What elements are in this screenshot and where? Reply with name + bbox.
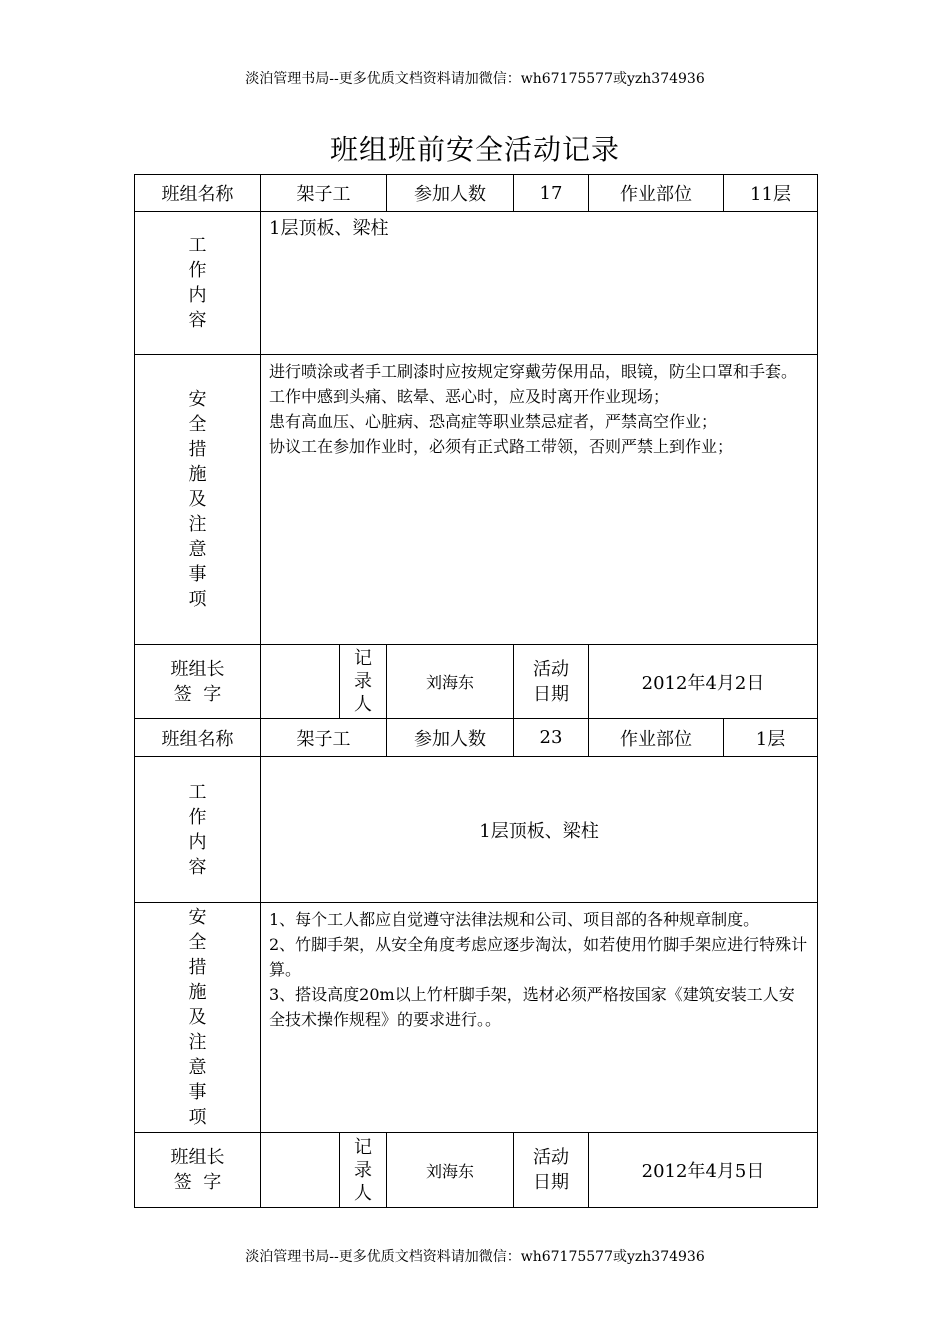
safety-line: 进行喷涂或者手工刷漆时应按规定穿戴劳保用品，眼镜，防尘口罩和手套。工作中感到头痛、眩晕、恶心时，应及时离开作业现场； <box>269 362 798 406</box>
safety-line: 协议工在参加作业时，必须有正式路工带领，否则严禁上到作业； <box>269 437 734 456</box>
record-1-safety-row <box>135 355 818 645</box>
recorder-label: 记 录 人 <box>340 645 387 719</box>
document-title: 班组班前安全活动记录 <box>329 133 620 166</box>
recorder-label: 记 录 人 <box>340 1133 387 1208</box>
location-label: 作业部位 <box>589 175 724 212</box>
team-name-value: 架子工 <box>261 719 387 757</box>
record-1-work-row <box>135 212 818 355</box>
safety-line: 2、竹脚手架，从安全角度考虑应逐步淘汰，如若使用竹脚手架应进行特殊计算。 <box>269 935 808 979</box>
safety-line: 3、搭设高度20m以上竹杆脚手架，选材必须严格按国家《建筑安装工人安全技术操作规程》的要求进行。。 <box>269 985 795 1029</box>
activity-date-label: 活动 日期 <box>514 1133 589 1208</box>
safety-measures-label: 安 全 措 施 及 注 意 事 项 <box>135 355 261 645</box>
page-header: 淡泊管理书局--更多优质文档资料请加微信：wh67175577或yzh374936 <box>245 71 705 87</box>
leader-signature-value <box>261 645 340 719</box>
location-value: 1层 <box>724 719 818 757</box>
activity-date-label: 活动 日期 <box>514 645 589 719</box>
activity-log-table <box>134 174 818 1208</box>
record-2-signature-row <box>135 1133 818 1208</box>
safety-measures-value <box>261 355 818 645</box>
location-label: 作业部位 <box>589 719 724 757</box>
record-2-header-row <box>135 719 818 757</box>
team-name-value: 架子工 <box>261 175 387 212</box>
participants-value: 17 <box>514 175 589 212</box>
safety-line: 患有高血压、心脏病、恐高症等职业禁忌症者，严禁高空作业； <box>269 412 718 431</box>
work-content-value: 1层顶板、梁柱 <box>261 212 818 355</box>
location-value: 11层 <box>724 175 818 212</box>
safety-measures-value <box>261 903 818 1133</box>
activity-date-value: 2012年4月2日 <box>589 645 818 719</box>
participants-label: 参加人数 <box>387 719 514 757</box>
leader-signature-label: 班组长 签 字 <box>135 645 261 719</box>
work-content-value: 1层顶板、梁柱 <box>261 757 818 903</box>
work-content-label: 工 作 内 容 <box>135 212 261 355</box>
recorder-value: 刘海东 <box>387 645 514 719</box>
record-2-safety-row <box>135 903 818 1133</box>
participants-label: 参加人数 <box>387 175 514 212</box>
team-name-label: 班组名称 <box>135 175 261 212</box>
activity-date-value: 2012年4月5日 <box>589 1133 818 1208</box>
leader-signature-label: 班组长 签 字 <box>135 1133 261 1208</box>
participants-value: 23 <box>514 719 589 757</box>
record-2-work-row <box>135 757 818 903</box>
recorder-value: 刘海东 <box>387 1133 514 1208</box>
work-content-label: 工 作 内 容 <box>135 757 261 903</box>
page-footer: 淡泊管理书局--更多优质文档资料请加微信：wh67175577或yzh374936 <box>245 1249 705 1265</box>
record-1-header-row <box>135 175 818 212</box>
leader-signature-value <box>261 1133 340 1208</box>
record-1-signature-row <box>135 645 818 719</box>
safety-measures-label: 安 全 措 施 及 注 意 事 项 <box>135 903 261 1133</box>
team-name-label: 班组名称 <box>135 719 261 757</box>
safety-line: 1、每个工人都应自觉遵守法律法规和公司、项目部的各种规章制度。 <box>269 910 760 929</box>
